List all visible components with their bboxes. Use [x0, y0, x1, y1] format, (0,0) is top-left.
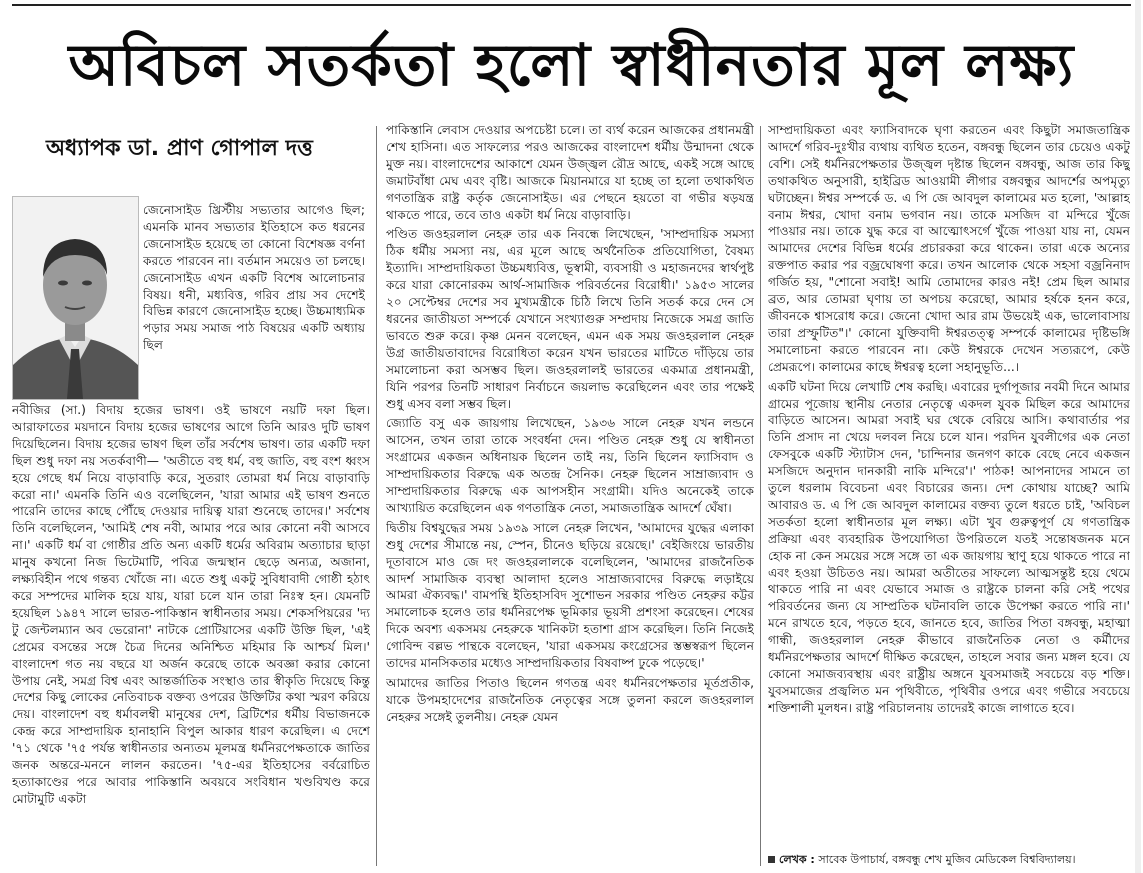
bullet-square-icon: [768, 856, 775, 863]
paragraph: পাকিস্তানি লেবাস দেওয়ার অপচেষ্টা চলে। তা ব্যর্থ করেন আজকের প্রধানমন্ত্রী শেখ হাসিনা। এত সাফল্যের পরও আজকের বাংলাদেশ ধর্মীয় উন্মাদনা থেকে মুক্ত নয়। বাংলাদেশের আকাশে যেমন উজ্জ্বল রৌদ্র আছে, একই সঙ্গে আছে জমাটবাঁধা মেঘ এবং বৃষ্টি। আজকে মিয়ানমারে যা হচ্ছে তা হলো তথাকথিত গণতান্ত্রিক রাষ্ট্র কর্তৃক জেনোসাইড। এর পেছনে হয়তো বা গভীর ষড়যন্ত্র থাকতে পারে, তবে তাও একটা ধর্ম নিয়ে বাড়াবাড়ি।: [386, 123, 754, 222]
headline: অবিচল সতর্কতা হলো স্বাধীনতার মূল লক্ষ্য: [68, 31, 1075, 99]
column-divider: [376, 126, 377, 866]
column-3: [768, 122, 1130, 848]
paragraph: জেনোসাইড খ্রিস্টীয় সভ্যতার আগেও ছিল; এমনকি মানব সভ্যতার ইতিহাসে কত ধরনের জেনোসাইড হয়েছে তা কোনো বিশেষজ্ঞ বর্ণনা করতে পারবেন না। বর্তমান সময়েও তা চলছে। জেনোসাইড এখন একটি বিশেষ আলোচনার বিষয়। ধনী, মধ্যবিত্ত, গরিব প্রায় সব দেশেই বিভিন্ন কারণে জেনোসাইড হচ্ছে। উচ্চমাধ্যমিক পড়ার সময় সমাজ পাঠ বিষয়ের একটি অধ্যায় ছিল: [143, 203, 365, 353]
paragraph: পণ্ডিত জওহরলাল নেহরু তার এক নিবন্ধে লিখেছেন, 'সাম্প্রদায়িক সমস্যা ঠিক ধর্মীয় সমস্যা নয়, এর মূলে আছে অর্থনৈতিক প্রতিযোগিতা, বৈষম্য ইত্যাদি। সাম্প্রদায়িকতা উচ্চমধ্যবিত্ত, ভূস্বামী, ব্যবসায়ী ও মহাজনদের স্বার্থপুষ্ট করে যারা কোনোরকম আর্থ-সামাজিক পরিবর্তনের বিরোধী।' ১৯৫৩ সালের ২০ সেপ্টেম্বর দেশের সব মুখ্যমন্ত্রীকে চিঠি লিখে তিনি সতর্ক করে দেন সে ধরনের জাতীয়তা সম্পর্কে যেখানে সংখ্যাগুরু সম্প্রদায় নিজেকে সমগ্র জাতি ভাবতে শুরু করে। কৃষ্ণ মেনন বলেছেন, এমন এক সময় জওহরলাল নেহরু উগ্র জাতীয়তাবাদের বিরোধিতা করেন যখন ভারতের মাটিতে দাঁড়িয়ে তার সমালোচনা করা অসম্ভব ছিল। জওহরলালই ভারতের একমাত্র প্রধানমন্ত্রী, যিনি পরপর তিনটি সাধারণ নির্বাচনে জয়লাভ করেছিলেন এবং তার পক্ষেই শুধু এসব বলা সম্ভব ছিল।: [386, 227, 754, 411]
column-1-top: [143, 202, 365, 402]
column-1-bottom: [12, 402, 370, 868]
column-2: [386, 122, 754, 868]
page-edge-scan: [1135, 0, 1141, 873]
portrait-image: [13, 197, 138, 399]
author-credit-label: লেখক :: [779, 853, 815, 866]
author-credit: [768, 853, 1138, 867]
author-photo: [12, 196, 139, 400]
column-divider: [760, 126, 761, 866]
paragraph: দ্বিতীয় বিশ্বযুদ্ধের সময় ১৯৩৯ সালে নেহরু লিখেন, 'আমাদের যুদ্ধের এলাকা শুধু দেশের সীমান্তে নয়, স্পেন, চীনেও ছড়িয়ে রয়েছে।' বেইজিংয়ে ভারতীয় দূতাবাসে মাও জে দং জওহরলালকে বলেছিলেন, 'আমাদের রাজনৈতিক আদর্শ সামাজিক ব্যবস্থা আলাদা হলেও সাম্রাজ্যবাদের বিরুদ্ধে লড়াইয়ে আমরা ঐক্যবদ্ধ।' বামপন্থি ইতিহাসবিদ সুশোভন সরকার পণ্ডিত নেহরুর কট্টর সমালোচক হলেও তার ধর্মনিরপেক্ষ ভূমিকার ভূয়সী প্রশংসা করেছেন। শেষের দিকে অবশ্য একসময় নেহরুকে খানিকটা হতাশা গ্রাস করেছিল। তিনি নিজেই গোবিন্দ বল্লভ পান্থকে বলেছেন, 'যারা একসময় কংগ্রেসের স্তম্ভস্বরূপ ছিলেন তাদের মানসিকতার মধ্যেও সাম্প্রদায়িকতার বিষবাষ্প ঢুকে পড়েছে।': [386, 520, 754, 671]
author-byline: অধ্যাপক ডা. প্রাণ গোপাল দত্ত: [46, 136, 313, 161]
paragraph: নবীজির (সা.) বিদায় হজের ভাষণ। ওই ভাষণে নয়টি দফা ছিল। আরাফাতের ময়দানে বিদায় হজের ভাষণের আগে তিনি আরও দুটি ভাষণ দিয়েছিলেন। বিদায় হজের ভাষণ ছিল তাঁর সর্বশেষ ভাষণ। তার একটি দফা ছিল শুধু দফা নয় সতর্কবাণী— 'অতীতে বহু ধর্ম, বহু জাতি, বহু বংশ ধ্বংস হয়ে গেছে ধর্ম নিয়ে বাড়াবাড়ি করে, সুতরাং তোমরা ধর্ম নিয়ে বাড়াবাড়ি করো না।' এমনকি তিনি এও বলেছিলেন, 'যারা আমার এই ভাষণ শুনতে পারেনি তাদের কাছে পৌঁছে দেওয়ার দায়িত্ব যারা শুনেছে তাদের।' সর্বশেষ তিনি বলেছিলেন, 'আমিই শেষ নবী, আমার পরে আর কোনো নবী আসবে না।' একটি ধর্ম বা গোষ্ঠীর প্রতি অন্য একটি ধর্মের অবিরাম অত্যাচার ছাড়া মানুষ কখনো নিজ ভিটেমাটি, পবিত্র জন্মস্থান ছেড়ে অন্যত্র, অজানা, লক্ষ্যবিহীন পথে গন্তব্য খোঁজে না। এতে শুধু একটু সুবিধাবাদী গোষ্ঠী হঠাৎ করে সম্পদের মালিক হয়ে যায়, যারা চলে যান তারা নিঃস্ব হন। যেমনটি হয়েছিল ১৯৪৭ সালে ভারত-পাকিস্তান স্বাধীনতার সময়। শেকসপিয়রের 'দ্য টু জেন্টলম্যান অব ভেরোনা' নাটকে প্রোটিয়াসের একটি উক্তি ছিল, 'এই প্রেমের বসন্তের সঙ্গে চৈত্র দিনের অনিশ্চিত মহিমার কি আশ্চর্য মিল।' বাংলাদেশ গত নয় বছরে যা অর্জন করেছে তাকে অবজ্ঞা করার কোনো উপায় নেই, সমগ্র বিশ্ব এবং আন্তর্জাতিক সংস্থাও তার স্বীকৃতি দিয়েছে কিন্তু দেশের কিছু লোকের নেতিবাচক বক্তব্য ওপরের উক্তিটির কথা স্মরণ করিয়ে দেয়। বাংলাদেশ বহু ধর্মাবলম্বী মানুষের দেশ, ব্রিটিশের ধর্মীয় বিভাজনকে কেন্দ্র করে সাম্প্রদায়িক হানাহানি বিপুল আকার ধারণ করেছিল। এ দেশে '৭১ থেকে '৭৫ পর্যন্ত স্বাধীনতার অন্যতম মূলমন্ত্র ধর্মনিরপেক্ষতাকে জাতির জনক অন্তরে-মননে লালন করতেন। '৭৫-এর ইতিহাসের বর্বরোচিত হত্যাকাণ্ডের পরে আবার পাকিস্তানি অবয়বে সংবিধান খণ্ডবিখণ্ড করে মোটামুটি একটা: [12, 403, 370, 806]
top-rule: [12, 4, 1131, 6]
paragraph: একটি ঘটনা দিয়ে লেখাটি শেষ করছি। এবারের দুর্গাপূজার নবমী দিনে আমার গ্রামের পূজোয় স্থানীয় নেতার নেতৃত্বে একদল যুবক মিছিল করে আমাদের বাড়িতে আসেন। আমরা সবাই ঘর থেকে বেরিয়ে আসি। কথাবার্তার পর তিনি প্রসাদ না খেয়ে দলবল নিয়ে চলে যান। পরদিন যুবলীগের এক নেতা ফেসবুকে একটি স্ট্যাটাস দেন, 'চান্দিনার জনগণ কাকে বেছে নেবে একজন মসজিদে অনুদান দানকারী নাকি মন্দিরে'।' পাঠক! আপনাদের সামনে তা তুলে ধরলাম বিবেচনা এবং বিচারের জন্য। দেশ কোথায় যাচ্ছে? আমি আবারও ড. এ পি জে আবদুল কালামের বক্তব্য তুলে ধরতে চাই, 'অবিচল সতর্কতা হলো স্বাধীনতার মূল লক্ষ্য। এটা খুব গুরুত্বপূর্ণ যে গণতান্ত্রিক প্রক্রিয়া এবং ব্যবহারিক উপযোগিতা উপরিতলে যতই সন্তোষজনক মনে হোক না কেন সময়ের সঙ্গে সঙ্গে তা এক জায়গায় স্থাণু হয়ে থাকতে পারে না এবং হওয়া উচিতও নয়। আমরা অতীতের সাফল্যে আত্মসন্তুষ্ট হয়ে থেমে থাকতে পারি না এবং যেভাবে সমাজ ও রাষ্ট্রকে চালনা করি সেই পথের পরিবর্তনের জন্য যে সাম্প্রতিক ঘটনাবলি তাকে উপেক্ষা করতে পারি না।' মনে রাখতে হবে, পড়তে হবে, জানতে হবে, জাতির পিতা বঙ্গবন্ধু, মহাত্মা গান্ধী, জওহরলাল নেহরু কীভাবে রাজনৈতিক নেতা ও কর্মীদের ধর্মনিরপেক্ষতার আদর্শে দীক্ষিত করেছেন, তাহলে সবার জন্য মঙ্গল হবে। যে কোনো সমাজব্যবস্থায় এবং রাষ্ট্রীয় অঙ্গনে যুবসমাজই সবচেয়ে বড় শক্তি। যুবসমাজের প্রজ্বলিত মন পৃথিবীতে, পৃথিবীর ওপরে এবং গভীরে সবচেয়ে শক্তিশালী মূলধন। রাষ্ট্র পরিচালনায় তাদেরই কাজে লাগাতে হবে।: [768, 379, 1130, 715]
author-credit-text: সাবেক উপাচার্য, বঙ্গবন্ধু শেখ মুজিব মেডিকেল বিশ্ববিদ্যালয়।: [818, 853, 1076, 866]
paragraph: আমাদের জাতির পিতাও ছিলেন গণতন্ত্র এবং ধর্মনিরপেক্ষতার মূর্তপ্রতীক, যাকে উপমহাদেশের রাজনৈতিক নেতৃত্বের সঙ্গে তুলনা করলে জওহরলাল নেহরুর সঙ্গেই তুলনীয়। নেহরু যেমন: [386, 676, 754, 724]
paragraph: সাম্প্রদায়িকতা এবং ফ্যাসিবাদকে ঘৃণা করতেন এবং কিছুটা সমাজতান্ত্রিক আদর্শে গরিব-দুঃখীর ব্যথায় ব্যথিত হতেন, বঙ্গবন্ধু ছিলেন তার চেয়েও একটু বেশি। সেই ধর্মনিরপেক্ষতার উজ্জ্বল দৃষ্টান্ত ছিলেন বঙ্গবন্ধু, আজ তার কিছু তথাকথিত অনুসারী, হাইব্রিড আওয়ামী লীগার বঙ্গবন্ধুর আদর্শের অপমৃত্যু ঘটাচ্ছেন। ঈশ্বর সম্পর্কে ড. এ পি জে আবদুল কালামের মত হলো, 'আল্লাহ বনাম ঈশ্বর, খোদা বনাম ভগবান নয়। তাকে মসজিদ বা মন্দিরে খুঁজে পাওয়ার নয়। তাকে যুদ্ধ করে বা আত্মোৎসর্গে খুঁজে পাওয়া যায় না, যেমন আমাদের দেশের বিভিন্ন ধর্মের প্রচারকরা করে থাকেন। তারা একে অন্যের রক্তপাত করার পর বজ্রঘোষণা করে। তখন আলোক থেকে সহসা বজ্রনিনাদ গর্জিত হয়, "শোনো সবাই! আমি তোমাদের কারও নই! প্রেম ছিল আমার ব্রত, আর তোমরা ঘৃণায় তা অপচয় করেছো, আমার হর্ষকে হনন করে, জীবনকে শ্বাসরোধ করে। জেনো খোদা আর রাম উভয়েই এক, ভালোবাসায় তারা প্রস্ফুটিত"।' কোনো যুক্তিবাদী ঈশ্বরতত্ত্ব সম্পর্কে কালামের দৃষ্টিভঙ্গি সমালোচনা করতে পারবেন না। কেউ ঈশ্বরকে দেখেন সত্যরূপে, কেউ প্রেমরূপে। কালামের কাছে ঈশ্বরত্ব হলো সহানুভূতি...।: [768, 123, 1130, 374]
paragraph: জ্যোতি বসু এক জায়গায় লিখেছেন, ১৯৩৬ সালে নেহরু যখন লন্ডনে আসেন, তখন তারা তাকে সংবর্ধনা দেন। পণ্ডিত নেহরু শুধু যে স্বাধীনতা সংগ্রামের একজন অধিনায়ক ছিলেন তাই নয়, তিনি ছিলেন ফ্যাসিবাদ ও সাম্প্রদায়িকতার বিরুদ্ধে এক অতন্দ্র সৈনিক। নেহরু ছিলেন সাম্রাজ্যবাদ ও সাম্প্রদায়িকতার বিরুদ্ধে এক আপসহীন সংগ্রামী। যদিও অনেকেই তাকে আখ্যায়িত করেছিলেন এক গণতান্ত্রিক নেতা, সমাজতান্ত্রিক আদর্শে ঘেঁষা।: [386, 416, 754, 515]
